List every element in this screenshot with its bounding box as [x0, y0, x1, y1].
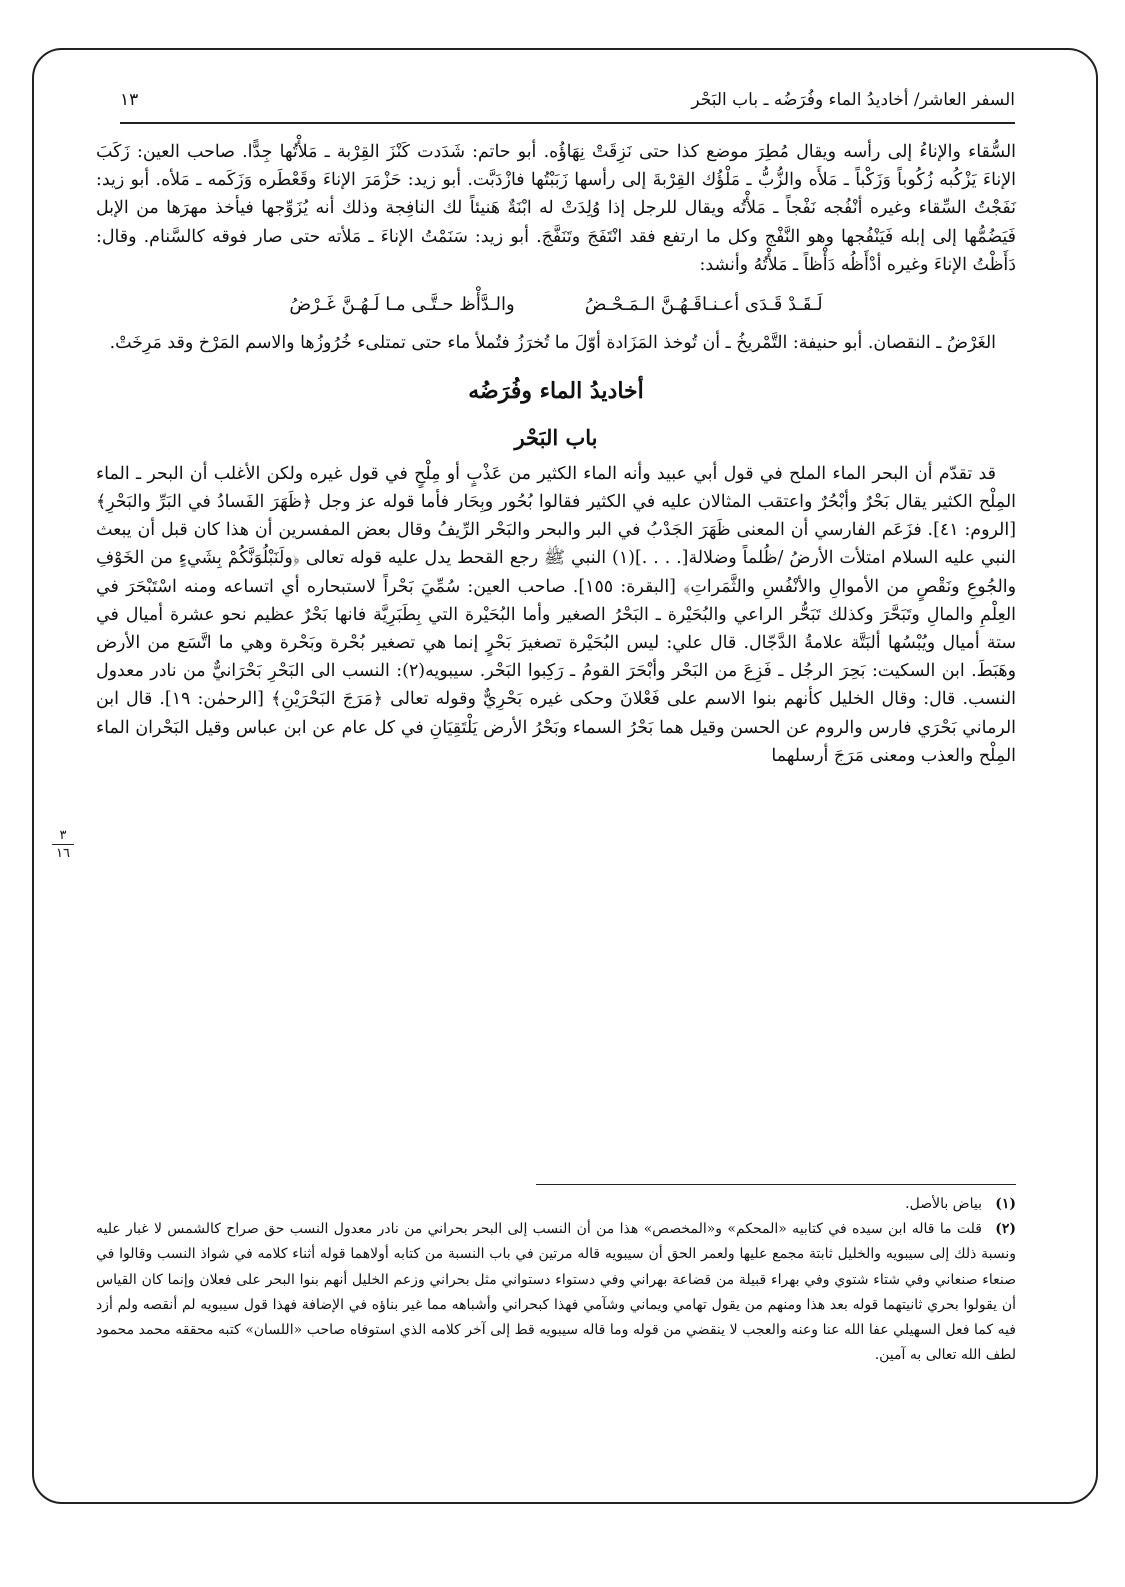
verse-first-hemistich: لَـقَـدْ قَـدَى أعـنـاقَـهُـنَّ الـمَـحْـضُ	[584, 294, 823, 316]
footnote-text: بياض بالأصل.	[905, 1196, 982, 1212]
folio-bar	[52, 844, 74, 845]
folio-bottom: ١٦	[56, 846, 70, 861]
manuscript-folio-note	[52, 828, 74, 861]
page-header	[120, 84, 1015, 116]
footnote-number: (٢)	[995, 1221, 1016, 1238]
intro-paragraph: السُّقاء والإناءُ إلى رأسه ويقال مُطِرَ موضع كذا حتى نَزِقَتْ نِهَاؤُه. أبو حاتم: شَدَدت كَنْزَ القِرْبة ـ مَلأْتُها جِدًّا. صاحب العين: زَكَبَ الإناءَ يَزْكُبه زُكُوباً وَزَكْباً ـ مَلأَه والزُّبُّ ـ مَلْؤُك القِرْبةَ إلى رأسها زَبَبْتُها فازْدَبَّت. أبو زيد: حَزْمَرَ الإناءَ وقَعْطَره وَزَكَمه ـ مَلأه. أبو زيد: نَفَجْتُ السِّقاء وغيره أنْفُجه نَفْجاً ـ مَلأْتُه ويقال للرجل إذا وُلِدَتْ له ابْنَةٌ هَنيئاً لك النافِجة وذلك أنه يُزَوِّجها فيأخذ مهرَها من الإبل فَيَضُمُّها إلى إبله فَيَنْفُجها وهو النَّفْج وكل ما ارتفع فقد انْتَفَجَ وتَنَفَّجَ. أبو زيد: سَنَمْتُ الإناءَ ـ مَلأته حتى صار فوقه كالسَّنام. وقال: دَأَظْتُ الإناءَ وغيره أدْأَظُه دَأْظاً ـ مَلأْتُهُ وأنشد:	[96, 142, 1016, 275]
chapter-heading: أخاديدُ الماء وفُرَضُه	[468, 378, 644, 405]
footnote-rule	[536, 1184, 1016, 1185]
footnote-item	[96, 1217, 1016, 1368]
verse-second-hemistich: والـدَّأْظ حـتَّـى مـا لَـهُـنَّ غَـرْضُ	[289, 294, 515, 316]
after-verse-paragraph: الغَرْضُ ـ النقصان. أبو حنيفة: التَّمْريخُ ـ أن تُوخذ المَزَادة أوّلَ ما تُخرَزُ فتُملأ ماء حتى تمتلىء خُرُوزُها والاسم المَرْخ وقد مَرِخَتْ.	[109, 333, 996, 354]
footnote-number: (١)	[995, 1196, 1016, 1212]
folio-top: ٣	[59, 828, 67, 843]
section-heading: باب البَحْر	[514, 424, 598, 450]
page-number: ١٣	[120, 90, 139, 110]
footnote-item	[96, 1192, 1016, 1217]
footnotes	[96, 1192, 1016, 1368]
header-rule	[120, 122, 1015, 124]
main-text	[96, 138, 1016, 770]
main-paragraph: قد تقدّم أن البحر الماء الملح في قول أبي عبيد وأنه الماء الكثير من عَذْبٍ أو مِلْحٍ في قول غيره ولكن الأغلب أن البحر ـ الماء المِلْح الكثير يقال بَحْرٌ وأبْحُرٌ واعتقب المثالان عليه في الكثير فقالوا بُحُور وبِحَار فأما قوله عز وجل ﴿ظَهَرَ الفَسادُ في البَرِّ والبَحْرِ﴾ [الروم: ٤١]. فزَعَم الفارسي أن المعنى ظَهَرَ الجَدْبُ في البر والبحر والبَحْر الرِّيفُ وقال بعض المفسرين أن هذا كان قبل أن يبعث النبي عليه السلام امتلأت الأرضُ /ظُلماً وضلالة[. . . .](١) النبي ﷺ رجع القحط يدل عليه قوله تعالى ﴿ولَنَبْلُوَنَّكُمْ بِشَيءٍ من الخَوْفِ والجُوعِ ونَقْصٍ من الأموالِ والأنْفُسِ والثَّمَراتِ﴾ [البقرة: ١٥٥]. صاحب العين: سُمِّيَ بَحْراً لاستبحاره أي اتساعه ومنه اسْتَبْحَرَ في العِلْمِ والمالِ وتَبَحَّرَ وكذلك تَبَحُّر الراعي والبُحَيْرة ـ البَحْرُ الصغير وأما البُحَيْرة التي بِطَبَرِيَّة فانها بَحْرٌ عظيم نحو عشرة أميال في ستة أميال ويُبْسُها ألبَتَّة علامةُ الدَّجّال. قال علي: ليس البُحَيْرة تصغيرَ بَحْرٍ إنما هي تصغير بُحْرة وبَحْرة وهي ما اتَّسَع من الأرض وهَبَطَ. ابن السكيت: بَحِرَ الرجُل ـ فَزِعَ من البَحْر وأبْحَرَ القومُ ـ رَكِبوا البَحْر. سيبويه(٢): النسب الى البَحْرِ بَحْرَانيٌّ من نادر معدول النسب. قال: وقال الخليل كأنهم بنوا الاسم على فَعْلانَ وحكى غيره بَحْرِيٌّ وقوله تعالى ﴿مَرَجَ البَحْرَيْنِ﴾ [الرحمٰن: ١٩]. قال ابن الرماني بَحْرَي فارس والروم عن الحسن وقيل هما بَحْرُ السماء وبَحْرُ الأرض يَلْتَقِيَانِ في كل عام عن ابن عباس وقيل البَحْران الماء المِلْح والعذب ومعنى مَرَجَ أرسلهما	[96, 463, 1016, 766]
footnote-text: قلت ما قاله ابن سيده في كتابيه «المحكم» و«المخصص» هذا من أن النسب إلى البحر بحراني من نادر معدول النسب حق صراح كالشمس لا غبار عليه ونسبة ذلك إلى سيبويه والخليل ثابتة مجمع عليها ولعمر الحق أن سيبويه قاله مرتين في باب النسبة من كتابه أولاهما قوله أثناء كلامه في شواذ النسب وقالوا في صنعاء صنعاني وفي شتاء شتوي وفي بهراء قبيلة من قضاعة بهراني وفي دستواء دستواني مثل بحراني وزعم الخليل أنهم بنوا البحر على فعلان وإنما كان القياس أن يقولوا بحري ثانيتهما قوله بعد هذا ومنهم من يقول تهامي ويماني وشآمي فهذا كبحراني وأشباهه مما غير بناؤه في الإضافة فهذا قول سيبويه لم أنقصه ولم أزد فيه كما فعل السهيلي عفا الله عنا وعنه والعجب لا ينقضي من قوله وما قاله سيبويه قط إلى آخر كلامه الذي استوفاه صاحب «اللسان» كتبه محققه محمد محمود لطف الله تعالى به آمين.	[96, 1221, 1016, 1364]
running-title: السفر العاشر/ أخاديدُ الماء وفُرَضُه ـ باب البَحْر	[691, 90, 1015, 110]
poetry-verse	[96, 291, 1016, 319]
